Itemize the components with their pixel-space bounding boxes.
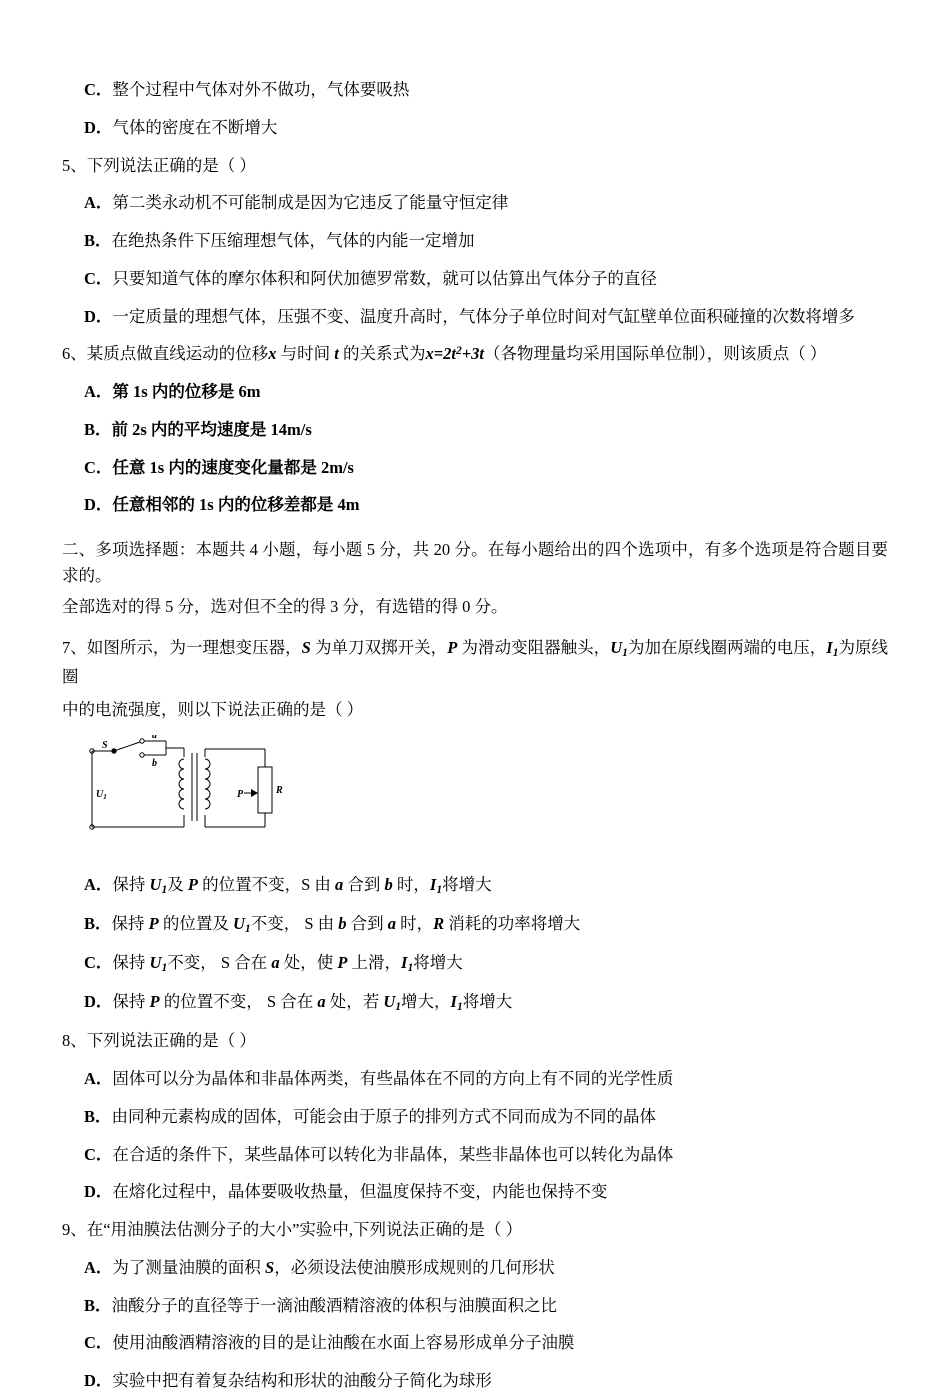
option-item (62, 116, 888, 141)
symbol-t: t (334, 344, 339, 364)
option-text: 保持 P 的位置及 $U_1$不变， S 由 b 合到 a 时，R 消耗的功率将增大 (111, 913, 581, 935)
option-tag: B． (84, 1295, 112, 1315)
figure-label-R: R (276, 784, 283, 796)
symbol-U1: $U_1$ (610, 637, 628, 659)
option-tag: D． (84, 495, 113, 515)
option-tag: B． (84, 1106, 112, 1126)
question-text-a: 某质点做直线运动的位移 (86, 344, 269, 364)
option-item (62, 1369, 888, 1394)
option-item (62, 418, 888, 443)
question-7 (62, 634, 888, 692)
option-item (62, 267, 888, 292)
question-number: 6、 (62, 344, 87, 364)
option-item (62, 912, 888, 938)
option-text: 为了测量油膜的面积 S，必须设法使油膜形成规则的几何形状 (112, 1257, 555, 1277)
option-item (62, 78, 888, 103)
option-text: 在合适的条件下，某些晶体可以转化为非晶体，某些非晶体也可以转化为晶体 (112, 1144, 674, 1164)
question-7-line2: 中的电流强度，则以下说法正确的是（ ） (62, 699, 364, 719)
option-tag: D． (84, 117, 113, 137)
option-text: 由同种元素构成的固体，可能会由于原子的排列方式不同而成为不同的晶体 (111, 1106, 657, 1126)
option-text: 第二类永动机不可能制成是因为它违反了能量守恒定律 (112, 193, 509, 213)
option-text: 保持 $U_1$及 P 的位置不变，S 由 a 合到 b 时，$I_1$将增大 (112, 874, 492, 896)
option-text: 任意相邻的 1s 内的位移差都是 4m (112, 495, 360, 515)
option-tag: D． (84, 1371, 113, 1391)
option-item (62, 1294, 888, 1319)
question-text-d: （各物理量均采用国际单位制），则该质点（ ） (484, 344, 827, 364)
option-item (62, 1143, 888, 1168)
question-9 (62, 1218, 888, 1243)
option-item (62, 1067, 888, 1092)
option-text: 一定质量的理想气体，压强不变、温度升高时，气体分子单位时间对气缸壁单位面积碰撞的次数将增多 (112, 306, 855, 326)
q7-part5: 为原线圈 (62, 637, 889, 686)
figure-label-a: a (152, 734, 157, 741)
circuit-diagram-svg (80, 735, 290, 843)
option-item (62, 873, 888, 899)
option-text: 实验中把有着复杂结构和形状的油酸分子简化为球形 (112, 1371, 492, 1391)
option-tag: C． (84, 952, 113, 972)
option-item (62, 1256, 888, 1281)
option-text: 油酸分子的直径等于一滴油酸酒精溶液的体积与油膜面积之比 (111, 1295, 558, 1315)
option-tag: D． (84, 1182, 113, 1202)
option-tag: C． (84, 80, 113, 99)
question-text-c: 的关系式为 (342, 344, 426, 364)
question-9-options (62, 1256, 888, 1394)
option-item (62, 456, 888, 481)
option-text: 在熔化过程中，晶体要吸收热量，但温度保持不变，内能也保持不变 (112, 1182, 608, 1202)
option-text: 前 2s 内的平均速度是 14m/s (111, 419, 312, 439)
question-7-options (62, 873, 888, 1017)
option-tag: C． (84, 1333, 113, 1353)
option-item (62, 191, 888, 216)
question-5 (62, 154, 888, 179)
question-8 (62, 1029, 888, 1054)
option-text: 任意 1s 内的速度变化量都是 2m/s (112, 457, 354, 477)
option-tag: C． (84, 1144, 113, 1164)
option-text: 保持 P 的位置不变， S 合在 a 处，若 $U_1$增大，$I_1$将增大 (112, 992, 513, 1013)
option-text: 气体的密度在不断增大 (112, 117, 278, 137)
option-item (62, 990, 888, 1016)
option-item (62, 380, 888, 405)
option-tag: A． (84, 1257, 113, 1277)
option-tag: B． (84, 419, 112, 439)
question-6 (62, 342, 888, 367)
q7-part2: 为单刀双掷开关， (315, 637, 448, 657)
option-text: 保持 $U_1$不变， S 合在 a 处，使 P 上滑，$I_1$将增大 (112, 952, 463, 974)
option-tag: A． (84, 1069, 113, 1089)
symbol-x: x (268, 344, 277, 364)
option-text: 第 1s 内的位移是 6m (112, 382, 261, 401)
section-heading-line2: 全部选对的得 5 分，选对但不全的得 3 分，有选错的得 0 分。 (62, 597, 508, 617)
option-tag: A． (84, 874, 113, 894)
option-item (62, 1105, 888, 1130)
option-tag: C． (84, 457, 113, 477)
formula-displacement: $x=2t^2+3t$ (425, 344, 484, 364)
symbol-S: S (301, 637, 311, 657)
option-tag: A． (84, 382, 113, 401)
option-item (62, 229, 888, 254)
option-tag: B． (84, 913, 112, 933)
option-tag: D． (84, 992, 113, 1012)
option-tag: C． (84, 268, 113, 288)
option-tag: A． (84, 193, 113, 213)
section-heading-line1: 二、多项选择题：本题共 4 小题，每小题 5 分，共 20 分。在每小题给出的四个选项中，有多个选项是符合题目要求的。 (62, 540, 888, 585)
symbol-I1: $I_1$ (826, 637, 839, 659)
option-tag: D． (84, 306, 113, 326)
q7-part3: 为滑动变阻器触头， (461, 637, 611, 657)
option-tag: B． (84, 231, 112, 250)
option-item (62, 493, 888, 518)
figure-label-b: b (152, 757, 157, 769)
question-number: 8、 (62, 1031, 87, 1051)
figure-label-P: P (237, 788, 244, 800)
figure-label-U1: $U_1$ (96, 788, 107, 801)
option-text: 只要知道气体的摩尔体积和阿伏加德罗常数，就可以估算出气体分子的直径 (112, 268, 657, 288)
question-text: 在“用油膜法估测分子的大小”实验中,下列说法正确的是（ ） (86, 1220, 523, 1240)
option-text: 固体可以分为晶体和非晶体两类，有些晶体在不同的方向上有不同的光学性质 (112, 1069, 674, 1089)
question-text-b: 与时间 (280, 344, 331, 364)
symbol-P: P (447, 637, 458, 657)
q7-part4: 为加在原线圈两端的电压， (627, 637, 827, 657)
option-item (62, 1180, 888, 1205)
transformer-circuit-figure (80, 735, 888, 843)
question-number: 7、 (62, 637, 87, 657)
question-text: 下列说法正确的是（ ） (86, 155, 256, 175)
option-text: 整个过程中气体对外不做功，气体要吸热 (112, 80, 410, 99)
option-item (62, 305, 888, 330)
option-item (62, 951, 888, 977)
q7-part1: 如图所示，为一理想变压器， (86, 637, 302, 657)
option-text: 使用油酸酒精溶液的目的是让油酸在水面上容易形成单分子油膜 (112, 1333, 575, 1353)
figure-label-S: S (102, 739, 108, 751)
question-number: 9、 (62, 1220, 87, 1240)
question-number: 5、 (62, 155, 87, 175)
option-text: 在绝热条件下压缩理想气体，气体的内能一定增加 (111, 231, 475, 250)
question-text: 下列说法正确的是（ ） (86, 1031, 256, 1051)
